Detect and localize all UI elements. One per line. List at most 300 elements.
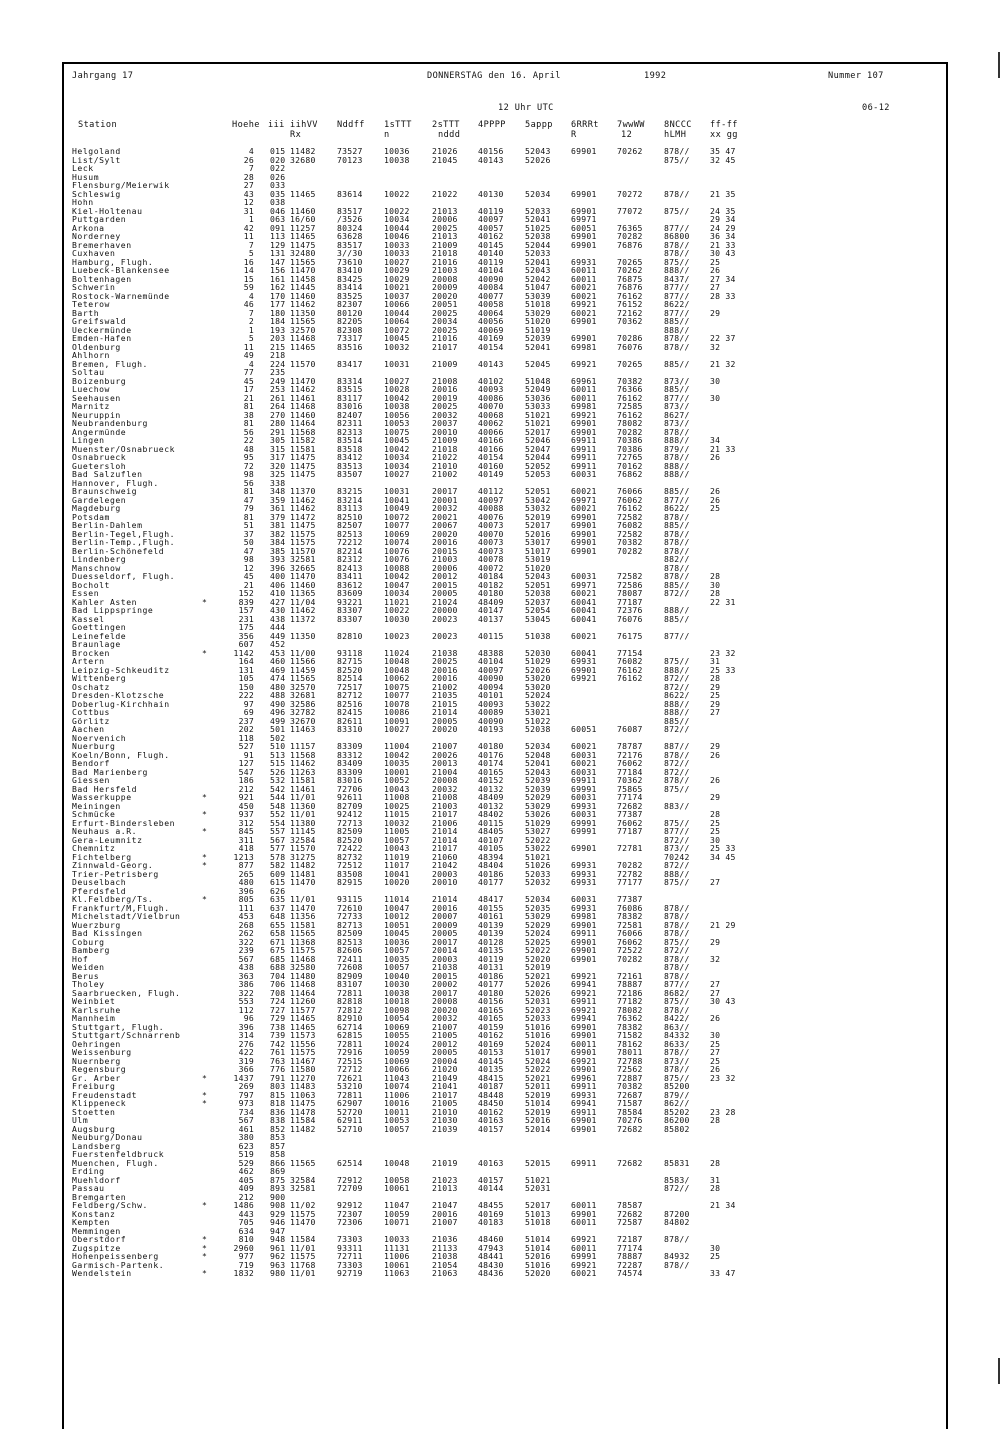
station-id: 858 bbox=[270, 1149, 286, 1159]
cell-temp-max: 10027 bbox=[384, 724, 410, 734]
station-name: Schmücke bbox=[72, 809, 116, 819]
station-id: 671 bbox=[270, 936, 286, 947]
cell-temp-max: 10034 bbox=[384, 460, 410, 471]
station-height: 268 bbox=[238, 919, 254, 930]
cell-gusts: 28 bbox=[710, 571, 721, 581]
station-id: 836 bbox=[270, 1106, 286, 1117]
cell-tendency: 52022 bbox=[525, 945, 551, 955]
station-name: Luebeck-Blankensee bbox=[72, 265, 170, 275]
station-name: Bad Salzuflen bbox=[72, 469, 143, 479]
table-row bbox=[72, 649, 942, 658]
cell-clouds: 878// bbox=[664, 1234, 690, 1244]
cell-temp-max: 10066 bbox=[384, 1064, 410, 1074]
station-name: Berus bbox=[72, 970, 100, 981]
cell-weather: 76062 bbox=[617, 494, 643, 505]
station-height: 366 bbox=[238, 1064, 254, 1074]
cell-group-hvv: 11360 bbox=[290, 800, 316, 811]
cell-group-hvv: 11465 bbox=[290, 341, 316, 352]
cell-temp-min: 20010 bbox=[432, 877, 458, 887]
cell-pressure: 40090 bbox=[478, 673, 504, 683]
cell-group-hvv: 32680 bbox=[290, 154, 316, 165]
cell-wind: 93118 bbox=[337, 647, 363, 658]
station-id: 552 bbox=[270, 809, 286, 819]
cell-tendency: 52042 bbox=[525, 273, 551, 284]
station-height: 1213 bbox=[233, 851, 254, 862]
cell-clouds: 878// bbox=[664, 146, 690, 156]
station-name: Rostock-Warnemünde bbox=[72, 290, 170, 301]
cell-pressure: 40073 bbox=[478, 545, 504, 556]
cell-pressure: 40157 bbox=[478, 1174, 504, 1185]
cell-gusts: 25 bbox=[710, 690, 721, 700]
station-name: Noervenich bbox=[72, 732, 127, 743]
cell-tendency: 52053 bbox=[525, 469, 551, 479]
cell-weather: 78087 bbox=[617, 588, 643, 598]
station-name: Stuttgart/Schnarrenb bbox=[72, 1030, 181, 1040]
cell-weather: 70265 bbox=[617, 256, 643, 267]
station-id: 582 bbox=[270, 860, 286, 870]
cell-group-hvv: 11462 bbox=[290, 503, 316, 513]
station-height: 262 bbox=[238, 928, 254, 938]
station-id: 393 bbox=[270, 554, 286, 564]
cell-temp-min: 21010 bbox=[432, 460, 458, 471]
cell-group-hvv: 11458 bbox=[290, 273, 316, 284]
cell-weather: 72887 bbox=[617, 1072, 643, 1083]
cell-gusts: 21 33 bbox=[710, 239, 736, 250]
cell-tendency: 51021 bbox=[525, 409, 551, 420]
cell-pressure: 40184 bbox=[478, 571, 504, 581]
table-row bbox=[72, 1269, 942, 1278]
cell-gusts: 31 bbox=[710, 656, 721, 666]
table-row bbox=[72, 878, 942, 887]
cell-weather: 72682 bbox=[617, 1157, 643, 1168]
cell-gusts: 26 bbox=[710, 452, 721, 462]
cell-temp-max: 10037 bbox=[384, 290, 410, 301]
cell-group-hvv: 11470 bbox=[290, 375, 316, 386]
col-c3: 1sTTT bbox=[384, 120, 412, 130]
cell-group-hvv: 11464 bbox=[290, 418, 316, 428]
cell-clouds: 878// bbox=[664, 749, 690, 760]
cell-temp-min: 20005 bbox=[432, 588, 458, 598]
cell-precip: 69911 bbox=[571, 452, 597, 462]
cell-weather: 70282 bbox=[617, 545, 643, 556]
cell-wind: 82514 bbox=[337, 673, 363, 683]
cell-gusts: 29 34 bbox=[710, 214, 736, 224]
station-id: 264 bbox=[270, 401, 286, 411]
cell-tendency: 52043 bbox=[525, 571, 551, 581]
cell-tendency: 52022 bbox=[525, 834, 551, 845]
station-id: 704 bbox=[270, 970, 286, 981]
station-name: Bremgarten bbox=[72, 1191, 127, 1202]
cell-gusts: 29 bbox=[710, 307, 721, 318]
cell-temp-min: 20002 bbox=[432, 979, 458, 989]
station-name: Brocken bbox=[72, 647, 110, 658]
station-height: 37 bbox=[243, 528, 254, 539]
cell-pressure: 40115 bbox=[478, 630, 504, 641]
cell-wind: 93115 bbox=[337, 894, 363, 904]
cell-pressure: 40090 bbox=[478, 273, 504, 284]
station-height: 91 bbox=[243, 749, 254, 760]
cell-pressure: 40132 bbox=[478, 783, 504, 794]
cell-temp-min: 21008 bbox=[432, 792, 458, 802]
station-name: Norderney bbox=[72, 231, 121, 241]
station-name: Arkona bbox=[72, 222, 105, 233]
station-height: 450 bbox=[238, 800, 254, 811]
cell-temp-max: 11004 bbox=[384, 741, 410, 751]
observation-range: 06-12 bbox=[862, 103, 890, 113]
station-id: 410 bbox=[270, 588, 286, 598]
station-id: 035 bbox=[270, 188, 286, 199]
station-height: 527 bbox=[238, 741, 254, 751]
cell-wind: 82520 bbox=[337, 834, 363, 845]
cell-precip: 69941 bbox=[571, 1098, 597, 1108]
station-name: Oehringen bbox=[72, 1038, 121, 1049]
cell-temp-max: 10075 bbox=[384, 426, 410, 437]
table-row bbox=[72, 360, 942, 369]
cell-gusts: 28 bbox=[710, 588, 721, 598]
cell-clouds: 878// bbox=[664, 188, 690, 199]
cell-gusts: 25 33 bbox=[710, 843, 736, 853]
station-height: 311 bbox=[238, 834, 254, 845]
station-id: 609 bbox=[270, 868, 286, 879]
cell-pressure: 40145 bbox=[478, 1055, 504, 1066]
cell-clouds: 885// bbox=[664, 520, 690, 530]
cell-group-hvv: 11145 bbox=[290, 826, 316, 836]
station-name: Luechow bbox=[72, 384, 110, 394]
cell-wind: 83309 bbox=[337, 741, 363, 751]
station-height: 212 bbox=[238, 1191, 254, 1202]
cell-wind: 82513 bbox=[337, 528, 363, 539]
station-id: 020 bbox=[270, 154, 286, 165]
cell-tendency: 52037 bbox=[525, 596, 551, 607]
cell-precip: 69911 bbox=[571, 1106, 597, 1117]
station-height: 7 bbox=[248, 307, 254, 318]
cell-clouds: 873// bbox=[664, 843, 690, 853]
cell-temp-max: 10043 bbox=[384, 843, 410, 853]
cell-weather: 70362 bbox=[617, 316, 643, 326]
cell-group-hvv: 11475 bbox=[290, 239, 316, 250]
cell-weather: 77182 bbox=[617, 996, 643, 1006]
cell-clouds: 872// bbox=[664, 834, 690, 845]
station-name: Deuselbach bbox=[72, 877, 127, 887]
cell-temp-max: 10031 bbox=[384, 486, 410, 496]
cell-precip: 69991 bbox=[571, 826, 597, 836]
cell-temp-max: 10029 bbox=[384, 273, 410, 284]
cell-temp-min: 20003 bbox=[432, 868, 458, 879]
table-row bbox=[72, 496, 942, 505]
station-name: Muenster/Osnabrueck bbox=[72, 443, 176, 454]
cell-wind: 83310 bbox=[337, 724, 363, 734]
cell-gusts: 23 28 bbox=[710, 1106, 736, 1117]
cell-weather: 76062 bbox=[617, 936, 643, 947]
table-row bbox=[72, 1218, 942, 1227]
cell-temp-min: 21013 bbox=[432, 1183, 458, 1193]
cell-clouds: 878// bbox=[664, 248, 690, 258]
station-name: Stoetten bbox=[72, 1106, 116, 1117]
station-id: 235 bbox=[270, 367, 286, 377]
cell-group-hvv: 32681 bbox=[290, 690, 316, 700]
cell-temp-max: 11021 bbox=[384, 596, 410, 607]
cell-precip: 69921 bbox=[571, 409, 597, 420]
cell-gusts: 28 33 bbox=[710, 290, 736, 301]
cell-temp-max: 10012 bbox=[384, 911, 410, 921]
station-id: 655 bbox=[270, 919, 286, 930]
cell-pressure: 40097 bbox=[478, 664, 504, 675]
station-name: Duesseldorf, Flugh. bbox=[72, 571, 176, 581]
cell-temp-min: 20008 bbox=[432, 775, 458, 785]
cell-wind: 82415 bbox=[337, 707, 363, 717]
cell-temp-max: 10033 bbox=[384, 239, 410, 250]
cell-clouds: 873// bbox=[664, 401, 690, 411]
cell-tendency: 52030 bbox=[525, 647, 551, 658]
cell-precip: 69901 bbox=[571, 239, 597, 250]
cell-clouds: 882// bbox=[664, 554, 690, 564]
cell-gusts: 27 34 bbox=[710, 273, 736, 284]
station-id: 280 bbox=[270, 418, 286, 428]
cell-pressure: 40156 bbox=[478, 996, 504, 1006]
cell-precip: 69921 bbox=[571, 1234, 597, 1244]
station-name: Hannover, Flugh. bbox=[72, 477, 159, 488]
cell-tendency: 52041 bbox=[525, 758, 551, 768]
cell-group-hvv: 11/02 bbox=[290, 1200, 316, 1210]
cell-weather: 77187 bbox=[617, 596, 643, 607]
cell-gusts: 29 bbox=[710, 741, 721, 751]
cell-group-hvv: 32584 bbox=[290, 1174, 316, 1185]
station-name: Husum bbox=[72, 171, 100, 182]
cell-tendency: 52033 bbox=[525, 248, 551, 258]
station-height: 28 bbox=[243, 171, 254, 182]
cell-weather: 72782 bbox=[617, 868, 643, 879]
cell-gusts: 21 34 bbox=[710, 1200, 736, 1210]
cell-weather: 70276 bbox=[617, 1115, 643, 1125]
cell-temp-min: 21014 bbox=[432, 894, 458, 904]
cell-temp-min: 20017 bbox=[432, 486, 458, 496]
table-row bbox=[72, 334, 942, 343]
table-row bbox=[72, 1057, 942, 1066]
station-height: 38 bbox=[243, 409, 254, 420]
cell-weather: 77387 bbox=[617, 894, 643, 904]
station-height: 322 bbox=[238, 936, 254, 947]
station-id: 803 bbox=[270, 1081, 286, 1091]
station-id: 338 bbox=[270, 477, 286, 488]
station-height: 719 bbox=[238, 1259, 254, 1270]
cell-temp-max: 10033 bbox=[384, 1234, 410, 1244]
cell-temp-max: 10075 bbox=[384, 681, 410, 692]
cell-pressure: 48436 bbox=[478, 1268, 504, 1278]
cell-tendency: 51021 bbox=[525, 418, 551, 428]
station-height: 59 bbox=[243, 282, 254, 292]
station-name: Teterow bbox=[72, 299, 110, 309]
cell-group-hvv: 11565 bbox=[290, 1157, 316, 1168]
cell-temp-max: 10042 bbox=[384, 571, 410, 581]
cell-group-hvv: 32581 bbox=[290, 554, 316, 564]
cell-wind: 82732 bbox=[337, 851, 363, 862]
cell-temp-min: 20016 bbox=[432, 1208, 458, 1219]
station-name: Bremen, Flugh. bbox=[72, 358, 148, 369]
cell-group-hvv: 11570 bbox=[290, 358, 316, 369]
station-name: Giessen bbox=[72, 775, 110, 785]
station-name: Tholey bbox=[72, 979, 105, 989]
cell-weather: 76162 bbox=[617, 664, 643, 675]
cell-temp-max: 10016 bbox=[384, 1098, 410, 1108]
cell-precip: 69901 bbox=[571, 511, 597, 522]
cell-pressure: 40097 bbox=[478, 494, 504, 505]
cell-precip: 60011 bbox=[571, 273, 597, 284]
cell-precip: 69941 bbox=[571, 1013, 597, 1023]
cell-pressure: 40090 bbox=[478, 715, 504, 726]
station-name: Barth bbox=[72, 307, 100, 318]
cell-gusts: 25 bbox=[710, 503, 721, 513]
cell-clouds: 8622/ bbox=[664, 503, 690, 513]
table-row bbox=[72, 1210, 942, 1219]
station-height: 276 bbox=[238, 1038, 254, 1049]
mountain-marker: * bbox=[202, 1251, 207, 1261]
cell-temp-max: 10035 bbox=[384, 953, 410, 964]
station-name: Garmisch-Partenk. bbox=[72, 1259, 165, 1270]
table-row bbox=[72, 377, 942, 386]
cell-wind: 62514 bbox=[337, 1157, 363, 1168]
table-row bbox=[72, 1108, 942, 1117]
cell-temp-max: 10072 bbox=[384, 511, 410, 522]
cell-tendency: 52034 bbox=[525, 188, 551, 199]
station-id: 026 bbox=[270, 171, 286, 182]
cell-temp-max: 10044 bbox=[384, 307, 410, 318]
cell-temp-min: 20008 bbox=[432, 273, 458, 284]
cell-group-hvv: 11480 bbox=[290, 970, 316, 981]
cell-temp-max: 10042 bbox=[384, 443, 410, 454]
cell-pressure: 40115 bbox=[478, 817, 504, 828]
cell-group-hvv: 11463 bbox=[290, 724, 316, 734]
cell-gusts: 30 bbox=[710, 1030, 721, 1040]
cell-clouds: 877// bbox=[664, 222, 690, 233]
station-name: Pferdsfeld bbox=[72, 885, 127, 896]
cell-tendency: 52016 bbox=[525, 1115, 551, 1125]
station-id: 961 bbox=[270, 1242, 286, 1253]
station-name: Leinefelde bbox=[72, 630, 127, 641]
cell-temp-min: 21017 bbox=[432, 341, 458, 352]
cell-temp-min: 21013 bbox=[432, 205, 458, 216]
station-id: 708 bbox=[270, 987, 286, 998]
cell-wind: 72812 bbox=[337, 1004, 363, 1015]
station-height: 12 bbox=[243, 562, 254, 573]
table-row bbox=[72, 725, 942, 734]
station-id: 685 bbox=[270, 953, 286, 964]
cell-temp-max: 11008 bbox=[384, 792, 410, 802]
table-row bbox=[72, 266, 942, 275]
cell-wind: 72411 bbox=[337, 953, 363, 964]
cell-weather: 70262 bbox=[617, 265, 643, 275]
station-height: 319 bbox=[238, 1055, 254, 1066]
table-row bbox=[72, 921, 942, 930]
cell-temp-max: 10057 bbox=[384, 945, 410, 955]
cell-temp-max: 10045 bbox=[384, 435, 410, 445]
station-name: Cuxhaven bbox=[72, 248, 116, 258]
cell-pressure: 40062 bbox=[478, 418, 504, 428]
station-height: 81 bbox=[243, 486, 254, 496]
cell-precip: 69901 bbox=[571, 520, 597, 530]
cell-clouds: 885// bbox=[664, 384, 690, 394]
cell-pressure: 40183 bbox=[478, 1217, 504, 1227]
cell-pressure: 40101 bbox=[478, 690, 504, 700]
cell-temp-min: 21022 bbox=[432, 188, 458, 199]
cell-group-hvv: 11584 bbox=[290, 1115, 316, 1125]
cell-temp-min: 21015 bbox=[432, 698, 458, 709]
cell-clouds: 878// bbox=[664, 928, 690, 938]
station-name: Muenchen, Flugh. bbox=[72, 1157, 159, 1168]
cell-tendency: 52043 bbox=[525, 265, 551, 275]
cell-group-hvv: 11581 bbox=[290, 919, 316, 930]
cell-group-hvv: 16/60 bbox=[290, 214, 316, 224]
table-row bbox=[72, 938, 942, 947]
cell-temp-min: 21014 bbox=[432, 826, 458, 836]
cell-group-hvv: 11475 bbox=[290, 469, 316, 479]
cell-wind: 83410 bbox=[337, 265, 363, 275]
table-row bbox=[72, 751, 942, 760]
cell-group-hvv: 32580 bbox=[290, 962, 316, 972]
cell-tendency: 52025 bbox=[525, 936, 551, 947]
cell-tendency: 51038 bbox=[525, 630, 551, 641]
cell-pressure: 40157 bbox=[478, 1123, 504, 1134]
cell-clouds: 875// bbox=[664, 996, 690, 1006]
station-height: 977 bbox=[238, 1251, 254, 1261]
cell-gusts: 30 43 bbox=[710, 996, 736, 1006]
cell-tendency: 51029 bbox=[525, 817, 551, 828]
station-height: 4 bbox=[248, 358, 254, 369]
cell-temp-min: 20009 bbox=[432, 282, 458, 292]
station-height: 409 bbox=[238, 1183, 254, 1193]
cell-temp-min: 21005 bbox=[432, 1030, 458, 1040]
cell-wind: 72733 bbox=[337, 911, 363, 921]
station-name: Meiningen bbox=[72, 800, 121, 811]
cell-wind: 80120 bbox=[337, 307, 363, 318]
station-id: 379 bbox=[270, 511, 286, 522]
cell-clouds: 8422/ bbox=[664, 1013, 690, 1023]
station-height: 461 bbox=[238, 1123, 254, 1134]
cell-gusts: 26 bbox=[710, 749, 721, 760]
cell-pressure: 40131 bbox=[478, 962, 504, 972]
station-id: 875 bbox=[270, 1174, 286, 1185]
cell-temp-max: 10056 bbox=[384, 409, 410, 420]
cell-temp-min: 21007 bbox=[432, 1217, 458, 1227]
cell-wind: 82507 bbox=[337, 520, 363, 530]
cell-gusts: 26 bbox=[710, 265, 721, 275]
cell-gusts: 26 bbox=[710, 494, 721, 505]
cell-wind: 72712 bbox=[337, 1064, 363, 1074]
cell-tendency: 51018 bbox=[525, 1217, 551, 1227]
cell-weather: 72587 bbox=[617, 1217, 643, 1227]
cell-group-hvv: 11470 bbox=[290, 265, 316, 275]
cell-temp-max: 10048 bbox=[384, 656, 410, 666]
cell-gusts: 30 bbox=[710, 834, 721, 845]
cell-pressure: 40182 bbox=[478, 579, 504, 590]
cell-gusts: 27 bbox=[710, 707, 721, 717]
station-height: 95 bbox=[243, 452, 254, 462]
cell-tendency: 52049 bbox=[525, 384, 551, 394]
station-height: 98 bbox=[243, 469, 254, 479]
cell-group-hvv: 32665 bbox=[290, 562, 316, 573]
station-id: 818 bbox=[270, 1098, 286, 1108]
cell-precip: 69961 bbox=[571, 1072, 597, 1083]
cell-gusts: 25 bbox=[710, 1055, 721, 1066]
station-height: 21 bbox=[243, 392, 254, 403]
cell-weather: 78587 bbox=[617, 1200, 643, 1210]
cell-tendency: 52034 bbox=[525, 741, 551, 751]
station-height: 7 bbox=[248, 239, 254, 250]
station-height: 26 bbox=[243, 154, 254, 165]
cell-weather: 76366 bbox=[617, 384, 643, 394]
cell-pressure: 40165 bbox=[478, 1013, 504, 1023]
cell-gusts: 34 bbox=[710, 435, 721, 445]
table-row bbox=[72, 989, 942, 998]
